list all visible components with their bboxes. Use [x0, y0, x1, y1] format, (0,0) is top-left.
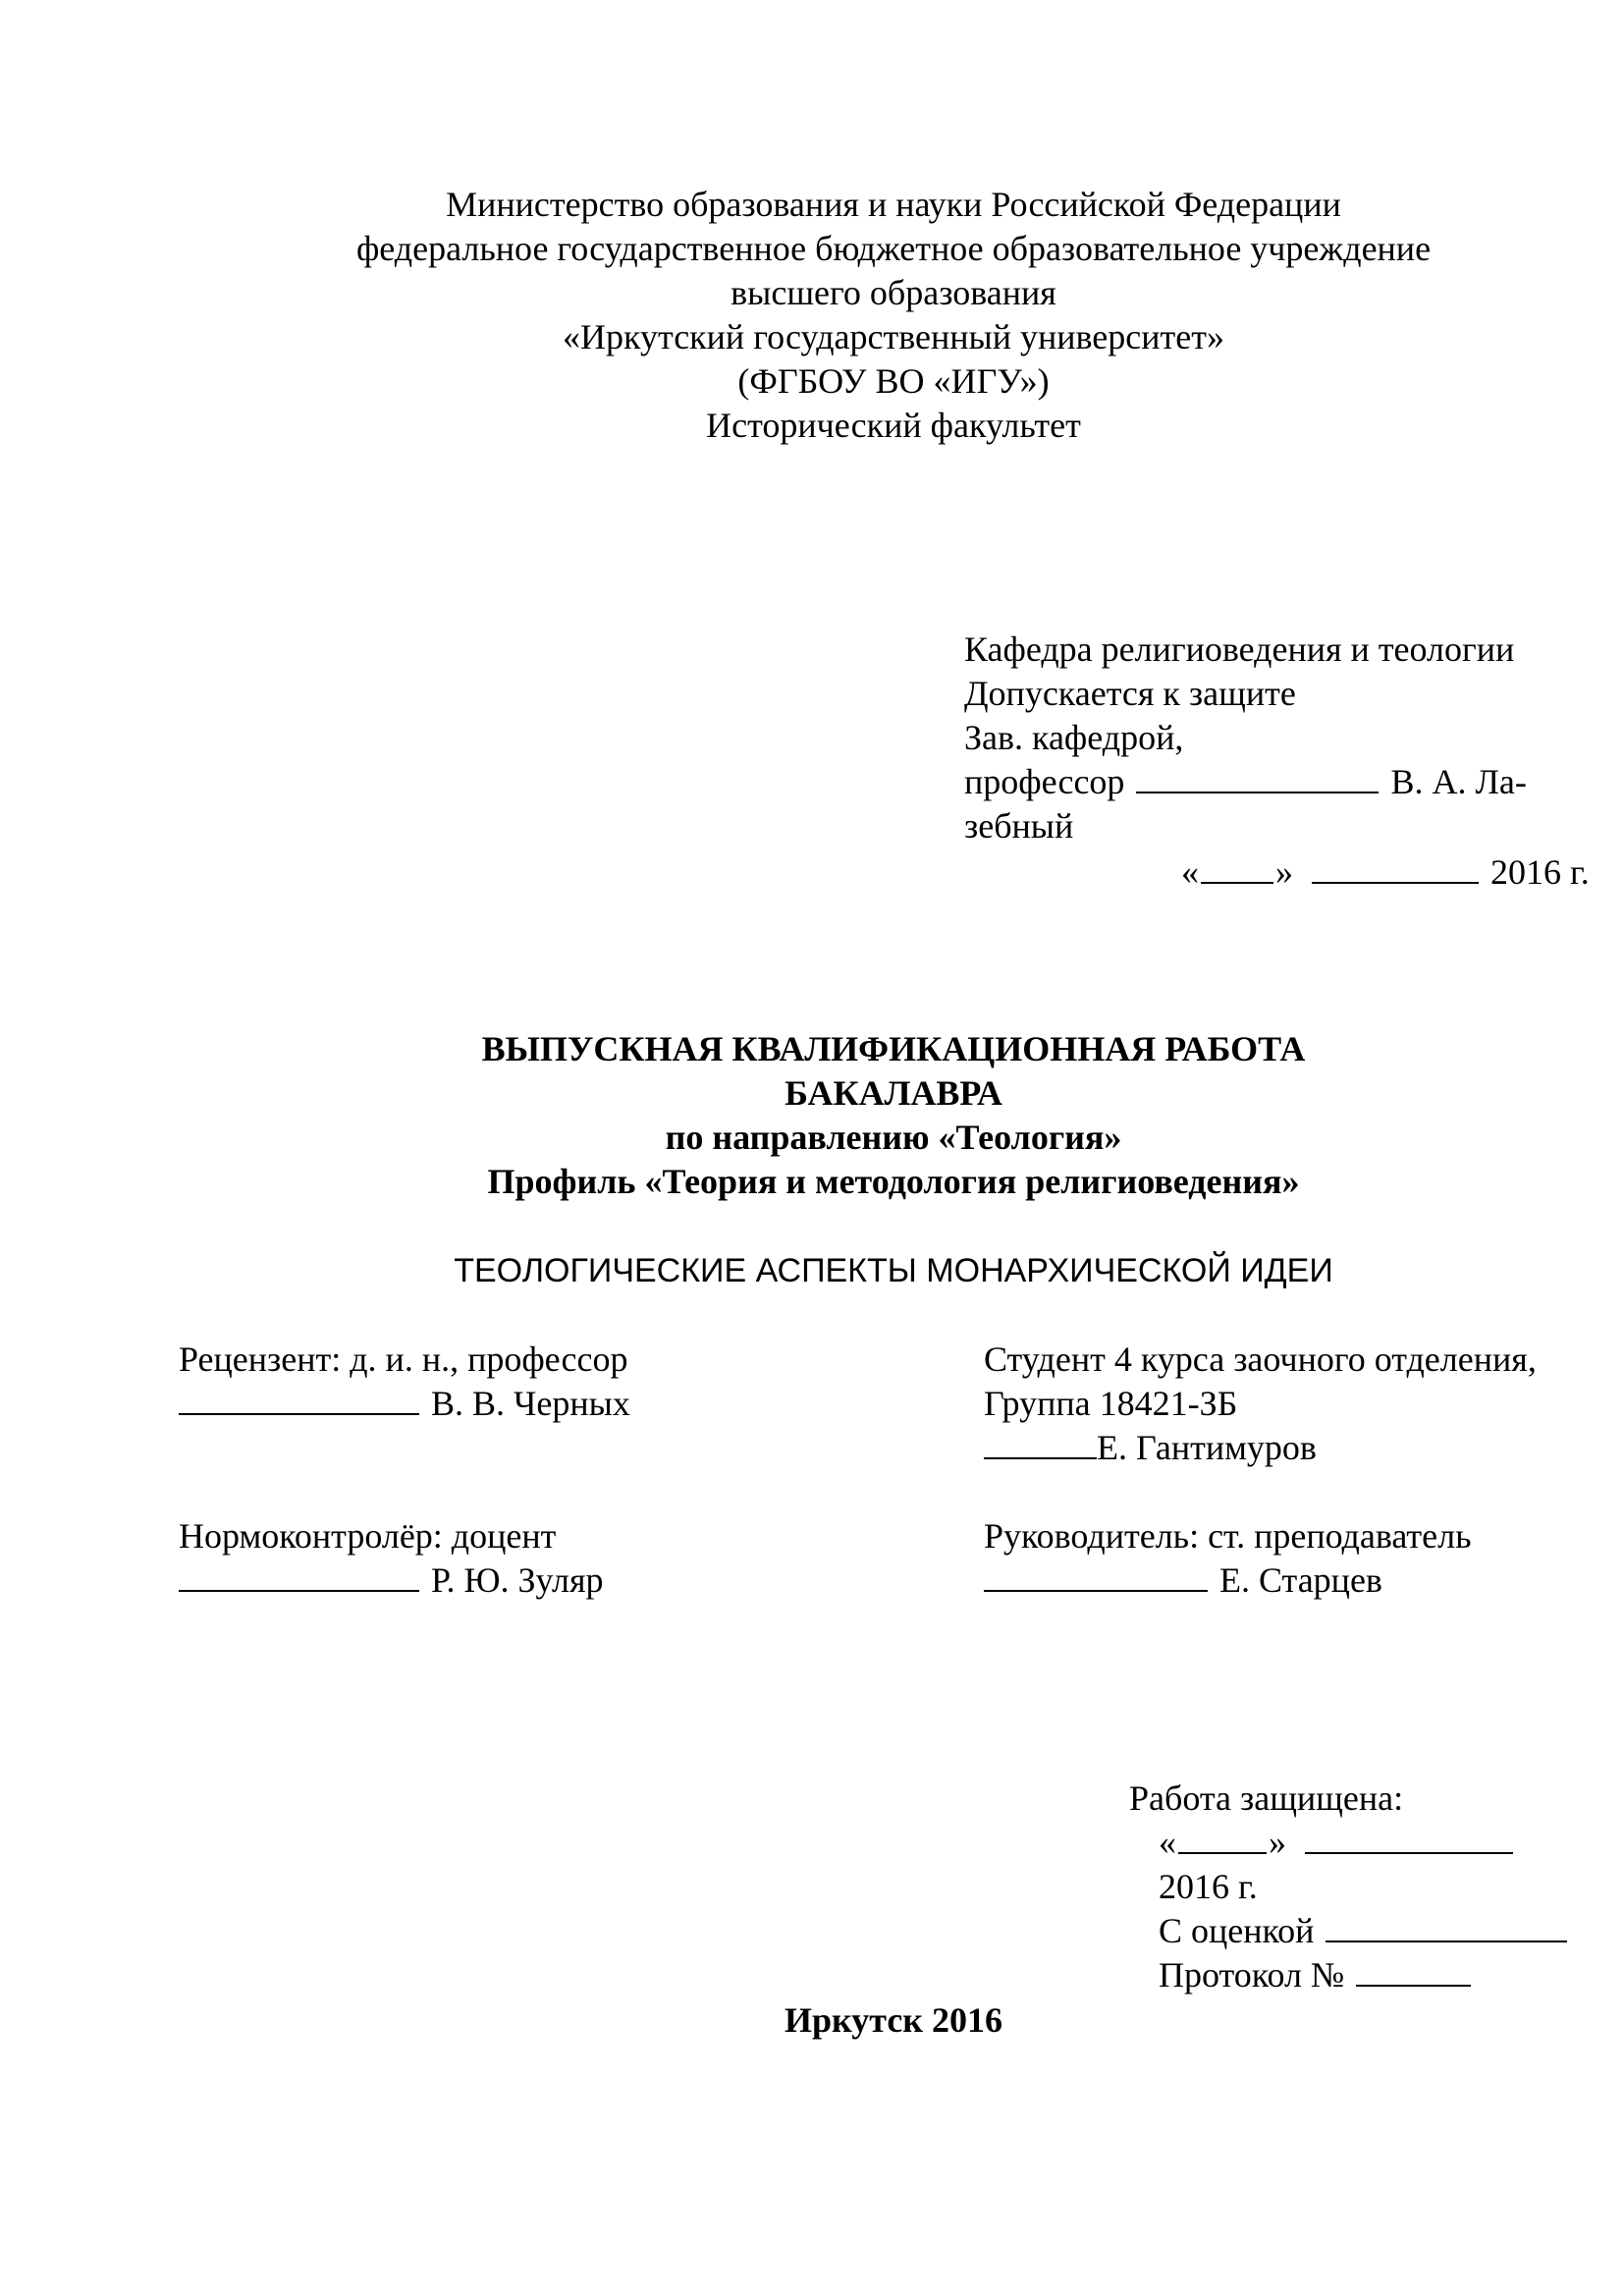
- admitted-to-defense: Допускается к защите: [964, 674, 1296, 713]
- protocol-line: [1159, 1953, 1474, 1997]
- defense-year: 2016 г.: [1159, 1867, 1258, 1906]
- education-level-line: высшего образования: [731, 273, 1056, 312]
- normcontrol-name: Р. Ю. Зуляр: [431, 1560, 604, 1600]
- defense-quote-open: «: [1159, 1823, 1176, 1862]
- grade-line: [1159, 1909, 1570, 1953]
- professor-signature-line: [964, 760, 1527, 804]
- supervisor-label: Руководитель: ст. преподаватель: [984, 1516, 1472, 1556]
- faculty-line: Исторический факультет: [706, 406, 1081, 445]
- grade-label: С оценкой: [1159, 1911, 1315, 1950]
- date-quote-open: «: [1181, 852, 1199, 892]
- normcontrol-signature-line: [179, 1558, 604, 1603]
- student-name: Е. Гантимуров: [1097, 1428, 1317, 1467]
- work-title-line1: ВЫПУСКНАЯ КВАЛИФИКАЦИОННАЯ РАБОТА: [481, 1029, 1306, 1068]
- institution-type-line: федеральное государственное бюджетное образовательное учреждение: [355, 229, 1432, 268]
- date-quote-close: »: [1275, 852, 1293, 892]
- protocol-blank: [1356, 1955, 1471, 1987]
- professor-label: профессор: [964, 762, 1125, 801]
- supervisor-signature-line: [984, 1558, 1382, 1603]
- department-name: Кафедра религиоведения и теологии: [964, 629, 1515, 669]
- supervisor-name: Е. Старцев: [1219, 1560, 1382, 1600]
- reviewer-label: Рецензент: д. и. н., профессор: [179, 1339, 628, 1379]
- professor-name: В. А. Ла-: [1390, 762, 1527, 801]
- student-signature-line: [984, 1426, 1317, 1470]
- defense-month-blank: [1305, 1823, 1513, 1854]
- normcontrol-signature-blank: [179, 1560, 419, 1592]
- month-blank: [1312, 852, 1479, 884]
- grade-blank: [1326, 1911, 1567, 1942]
- normcontrol-label: Нормоконтролёр: доцент: [179, 1516, 557, 1556]
- thesis-topic: ТЕОЛОГИЧЕСКИЕ АСПЕКТЫ МОНАРХИЧЕСКОЙ ИДЕИ: [454, 1252, 1333, 1289]
- signature-blank: [1136, 762, 1379, 793]
- head-of-department: Зав. кафедрой,: [964, 718, 1184, 757]
- ministry-line: Министерство образования и науки Российской Федерации: [446, 185, 1341, 224]
- work-title-line2: БАКАЛАВРА: [785, 1073, 1002, 1113]
- city-year: Иркутск 2016: [784, 2000, 1003, 2040]
- defense-label: Работа защищена:: [1129, 1778, 1404, 1818]
- defense-day-blank: [1178, 1823, 1267, 1854]
- university-name-line: «Иркутский государственный университет»: [563, 317, 1224, 356]
- day-blank: [1201, 852, 1273, 884]
- approval-year: 2016 г.: [1490, 852, 1590, 892]
- student-signature-blank: [984, 1428, 1097, 1459]
- professor-name-continuation: зебный: [964, 806, 1074, 846]
- reviewer-name: В. В. Черных: [431, 1384, 630, 1423]
- supervisor-signature-blank: [984, 1560, 1208, 1592]
- student-group: Группа 18421-ЗБ: [984, 1384, 1238, 1423]
- reviewer-signature-blank: [179, 1384, 419, 1415]
- approval-date-line: [1181, 850, 1590, 895]
- defense-quote-close: »: [1269, 1823, 1286, 1862]
- defense-date-line: [1159, 1821, 1516, 1865]
- profile-line: Профиль «Теория и методология религиоведения»: [487, 1162, 1300, 1201]
- student-label: Студент 4 курса заочного отделения,: [984, 1339, 1537, 1379]
- protocol-label: Протокол №: [1159, 1955, 1345, 1995]
- university-abbr-line: (ФГБОУ ВО «ИГУ»): [737, 361, 1050, 401]
- direction-line: по направлению «Теология»: [665, 1118, 1122, 1157]
- reviewer-signature-line: [179, 1382, 630, 1426]
